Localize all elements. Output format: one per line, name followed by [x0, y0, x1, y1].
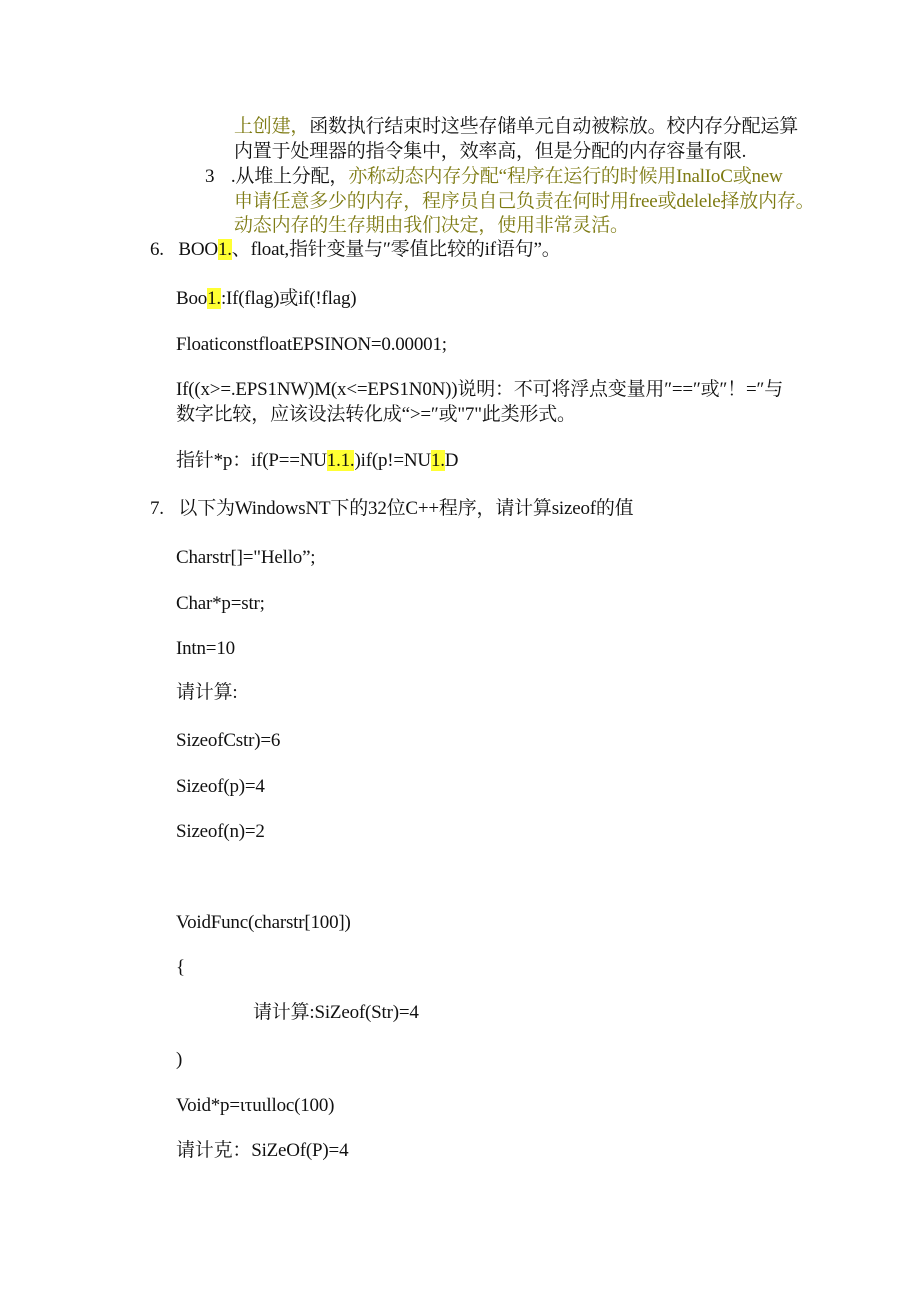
q7-final-line: 请计克：SiZeOf(P)=4: [176, 1140, 349, 1161]
memory-line-1-olive: 上创建，: [234, 116, 310, 137]
memory-line-2: 内置于处理器的指令集中，效率高，但是分配的内存容量有限.: [234, 141, 747, 162]
q7-result-1: SizeofCstr)=6: [176, 730, 281, 751]
q7-func-body: 请计算:SiZeof(Str)=4: [253, 1002, 419, 1023]
q7-brace-close: ): [176, 1049, 183, 1070]
q6-bool-b: :If(flag)或if(!flag): [220, 288, 357, 309]
q6-if-line: If((x>=.EPS1NW)M(x<=EPS1N0N))说明：不可将浮点变量用″==″或″！=″与: [176, 379, 783, 400]
q7-brace-open: {: [176, 957, 185, 978]
q7-malloc-line: Void*p=ιτuιlloc(100): [176, 1095, 335, 1116]
q7-calc-label: 请计算:: [176, 682, 238, 703]
q7-func-declaration: VoidFunc(charstr[100]): [176, 912, 351, 933]
q7-heading: [150, 496, 634, 522]
q7-code-line-3: Intn=10: [176, 638, 235, 659]
q6-ptr-a: 指针*p：if(P==NU: [176, 450, 327, 471]
memory-line-1: [234, 114, 798, 140]
item-3-prefix: .从堆上分配，: [230, 166, 349, 187]
q6-ptr-b: )if(p!=NU: [354, 450, 431, 471]
q6-float-line: FloaticonstfloatEPSINON=0.00001;: [176, 334, 447, 355]
memory-line-1-text: 函数执行结束时这些存储单元自动被粽放。校内存分配运算: [309, 116, 799, 137]
q6-bool-a: Boo: [176, 288, 208, 309]
q6-heading-highlight: 1.: [217, 239, 232, 260]
q6-bool-line: [176, 286, 356, 312]
memory-line-4: 申请任意多少的内存，程序员自己负责在何时用free或delele择放内存。: [234, 191, 815, 212]
q7-heading-text: 以下为WindowsNT下的32位C++程序，请计算sizeof的值: [178, 498, 634, 519]
q6-bool-highlight: 1.: [207, 288, 221, 309]
q6-heading: [150, 237, 561, 263]
q7-code-line-2: Char*p=str;: [176, 593, 265, 614]
q7-result-3: Sizeof(n)=2: [176, 821, 265, 842]
q6-ptr-highlight-1: 1.1.: [326, 450, 355, 471]
q6-compare-line: 数字比较，应该设法转化成“>=″或"7"此类形式。: [176, 404, 576, 425]
item-3-olive-text: 亦称动态内存分配“程序在运行的时候用InalIoC或new: [348, 166, 783, 187]
q6-number: 6.: [150, 239, 164, 260]
q7-code-line-1: Charstr[]="Hello”;: [176, 547, 316, 568]
q6-ptr-highlight-2: 1.: [430, 450, 445, 471]
q6-heading-a: BOO: [178, 239, 218, 260]
q6-heading-b: 、float,指针变量与″零值比较的if语句”。: [231, 239, 561, 260]
q7-result-2: Sizeof(p)=4: [176, 776, 265, 797]
q7-number: 7.: [150, 498, 164, 519]
q6-ptr-c: D: [444, 450, 459, 471]
item-3-number: 3: [205, 166, 215, 187]
memory-line-5: 动态内存的生存期由我们决定，使用非常灵活。: [234, 215, 629, 236]
q6-pointer-line: [176, 448, 458, 474]
memory-item-3: [205, 164, 783, 190]
